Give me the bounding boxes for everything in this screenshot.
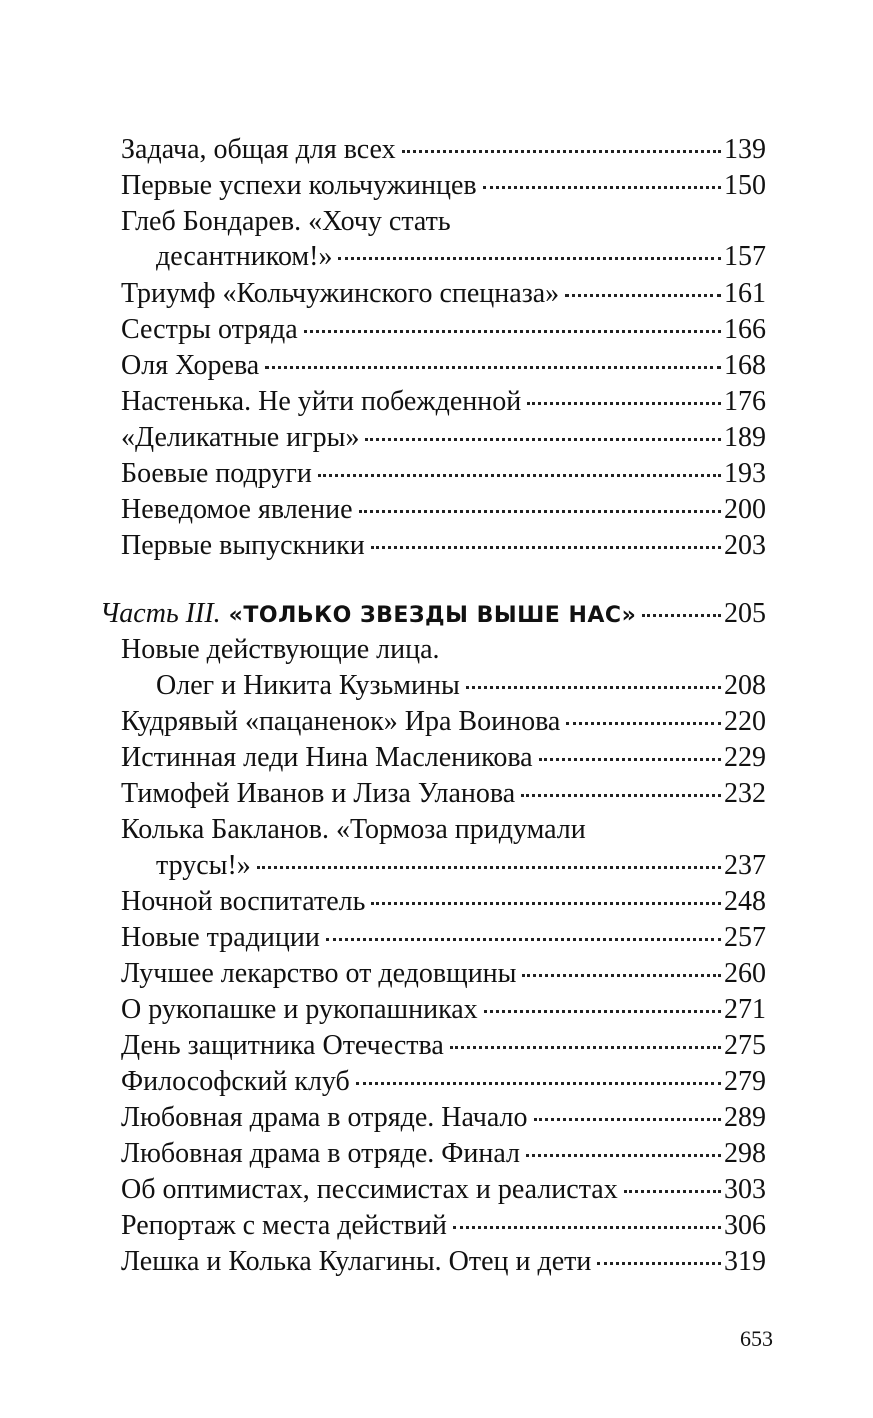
toc-entry-title: Первые успехи кольчужинцев xyxy=(121,170,477,201)
toc-entry-page: 189 xyxy=(724,422,766,453)
dot-leader xyxy=(356,1081,721,1085)
dot-leader xyxy=(624,1189,721,1193)
toc-entry-page: 298 xyxy=(724,1138,766,1169)
toc-entry-page: 237 xyxy=(724,850,766,881)
dot-leader xyxy=(338,256,721,260)
toc-entry-title: Настенька. Не уйти побежденной xyxy=(121,386,522,417)
toc-entry-page: 168 xyxy=(724,350,766,381)
dot-leader xyxy=(265,365,721,369)
toc-entry-page: 260 xyxy=(724,958,766,989)
dot-leader xyxy=(453,1225,721,1229)
toc-entry-page: 229 xyxy=(724,742,766,773)
toc-entry-title: Лешка и Колька Кулагины. Отец и дети xyxy=(121,1246,592,1277)
dot-leader xyxy=(483,185,721,189)
toc-entry-title-continued: трусы!» xyxy=(156,850,251,881)
toc-entry-title-continued: Олег и Никита Кузьмины xyxy=(156,670,460,701)
dot-leader xyxy=(527,401,721,405)
dot-leader xyxy=(566,721,721,725)
toc-entry-title: Задача, общая для всех xyxy=(121,134,396,165)
toc-entry-title: Новые традиции xyxy=(121,922,320,953)
toc-entry-title: Колька Бакланов. «Тормоза придумали xyxy=(121,814,586,845)
toc-entry-page: 279 xyxy=(724,1066,766,1097)
toc-entry-title: Любовная драма в отряде. Начало xyxy=(121,1102,528,1133)
toc-entry-title: Кудрявый «пацаненок» Ира Воинова xyxy=(121,706,561,737)
dot-leader xyxy=(522,973,721,977)
toc-entry-title: Первые выпускники xyxy=(121,530,365,561)
dot-leader xyxy=(371,545,721,549)
toc-entry-page: 220 xyxy=(724,706,766,737)
toc-entry-title: Новые действующие лица. xyxy=(121,634,440,665)
toc-entry-title: Триумф «Кольчужинского спецназа» xyxy=(121,278,560,309)
toc-entry-page: 150 xyxy=(724,170,766,201)
toc-entry-title: Оля Хорева xyxy=(121,350,260,381)
dot-leader xyxy=(257,865,721,869)
toc-entry-page: 303 xyxy=(724,1174,766,1205)
toc-entry-title: Истинная леди Нина Масленикова xyxy=(121,742,533,773)
page-number: 653 xyxy=(740,1326,773,1351)
toc-entry-title: Философский клуб xyxy=(121,1066,350,1097)
toc-entry-page: 248 xyxy=(724,886,766,917)
dot-leader xyxy=(597,1261,721,1265)
dot-leader xyxy=(450,1045,721,1049)
toc-entry-title: День защитника Отечества xyxy=(121,1030,444,1061)
toc-entry-page: 232 xyxy=(724,778,766,809)
toc-entry-page: 166 xyxy=(724,314,766,345)
toc-entry-page: 319 xyxy=(724,1246,766,1277)
dot-leader xyxy=(326,937,721,941)
dot-leader xyxy=(318,473,721,477)
toc-entry-page: 139 xyxy=(724,134,766,165)
toc-entry-title: «Деликатные игры» xyxy=(121,422,360,453)
dot-leader xyxy=(466,685,721,689)
toc-entry-title: Об оптимистах, пессимистах и реалистах xyxy=(121,1174,618,1205)
toc-entry-page: 208 xyxy=(724,670,766,701)
toc-entry-title: Тимофей Иванов и Лиза Уланова xyxy=(121,778,516,809)
toc-entry-title: Неведомое явление xyxy=(121,494,353,525)
dot-leader xyxy=(539,757,721,761)
dot-leader xyxy=(359,509,722,513)
toc-entry-title: Боевые подруги xyxy=(121,458,312,489)
toc-entry-page: 193 xyxy=(724,458,766,489)
toc-entry-title: О рукопашке и рукопашниках xyxy=(121,994,478,1025)
dot-leader xyxy=(565,293,721,297)
toc-entry-title: Ночной воспитатель xyxy=(121,886,366,917)
dot-leader xyxy=(534,1117,721,1121)
toc-entry-page: 203 xyxy=(724,530,766,561)
toc-entry-page: 176 xyxy=(724,386,766,417)
part-page: 205 xyxy=(724,598,766,629)
toc-entry-page: 306 xyxy=(724,1210,766,1241)
toc-entry-page: 289 xyxy=(724,1102,766,1133)
dot-leader xyxy=(402,149,721,153)
dot-leader xyxy=(521,793,721,797)
dot-leader xyxy=(526,1153,721,1157)
toc-entry-title-continued: десантником!» xyxy=(156,241,333,272)
dot-leader xyxy=(304,329,721,333)
toc-entry-title: Сестры отряда xyxy=(121,314,298,345)
toc-entry-title: Любовная драма в отряде. Финал xyxy=(121,1138,521,1169)
toc-entry-page: 271 xyxy=(724,994,766,1025)
toc-entry-title: Репортаж с места действий xyxy=(121,1210,447,1241)
toc-entry-page: 161 xyxy=(724,278,766,309)
part-label: Часть III. xyxy=(100,598,221,629)
toc-entry-page: 275 xyxy=(724,1030,766,1061)
toc-entry-page: 200 xyxy=(724,494,766,525)
toc-entry-page: 157 xyxy=(724,241,766,272)
dot-leader xyxy=(484,1009,721,1013)
dot-leader xyxy=(642,613,721,617)
dot-leader xyxy=(371,901,721,905)
dot-leader xyxy=(365,437,721,441)
toc-entry-title: Глеб Бондарев. «Хочу стать xyxy=(121,206,451,237)
part-title: «ТОЛЬКО ЗВЕЗДЫ ВЫШЕ НАС» xyxy=(228,603,637,628)
toc-entry-title: Лучшее лекарство от дедовщины xyxy=(121,958,517,989)
toc-entry-page: 257 xyxy=(724,922,766,953)
